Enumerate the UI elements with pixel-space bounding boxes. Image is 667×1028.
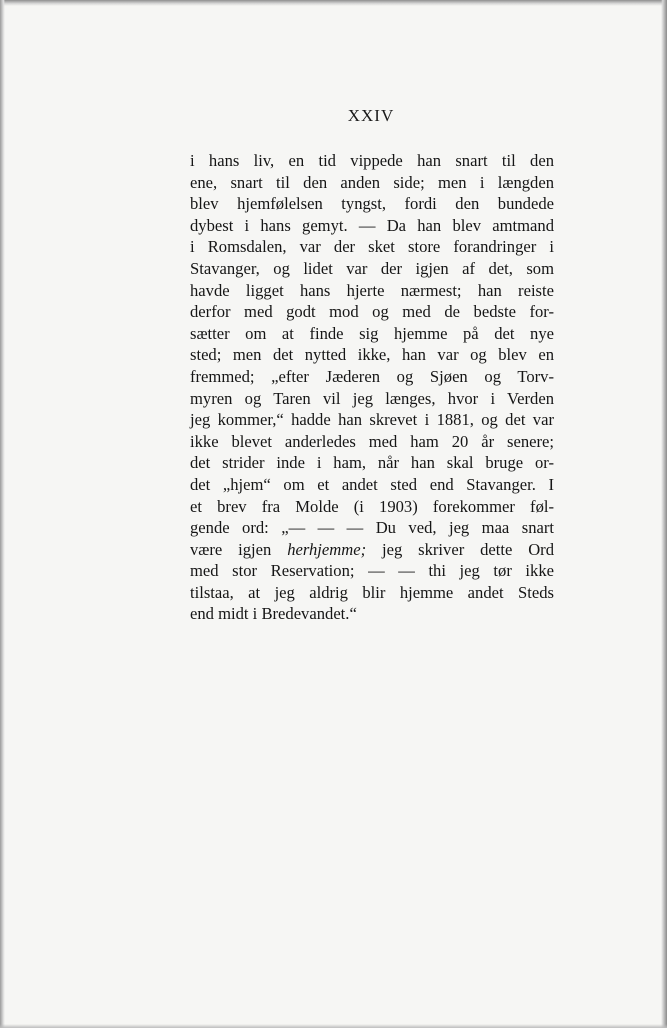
- text-line: tilstaa, at jeg aldrig blir hjemme andet Steds: [190, 582, 554, 602]
- text-line: med stor Reservation; — — thi jeg tør ikke: [190, 561, 554, 581]
- text-line: gende ord: „— — — Du ved, jeg maa snart: [190, 518, 554, 538]
- text-line: i hans liv, en tid vippede han snart til den: [190, 151, 554, 170]
- text-line: myren og Taren vil jeg længes, hvor i Verden: [190, 388, 554, 408]
- page-edge-right: [661, 0, 667, 1028]
- text-segment: være igjen: [190, 539, 272, 559]
- text-segment: jeg skriver dette Ord: [382, 539, 555, 559]
- body-text: [190, 150, 554, 625]
- page-edge-bottom: [0, 1024, 667, 1028]
- text-line: ikke blevet anderledes med ham 20 år senere;: [190, 431, 554, 451]
- page-edge-top: [0, 0, 667, 6]
- text-line-last: end midt i Bredevandet.“: [190, 604, 357, 624]
- text-line: havde ligget hans hjerte nærmest; han reiste: [190, 280, 554, 300]
- text-line: sætter om at finde sig hjemme på det nye: [190, 323, 554, 343]
- text-line: sted; men det nytted ikke, han var og blev en: [190, 345, 554, 365]
- text-line: det „hjem“ om et andet sted end Stavanger. I: [190, 474, 554, 494]
- text-line-with-emphasis: [190, 539, 554, 561]
- page-edge-left: [0, 0, 5, 1028]
- text-line: fremmed; „efter Jæderen og Sjøen og Torv-: [190, 366, 554, 386]
- text-line: jeg kommer,“ hadde han skrevet i 1881, og det var: [190, 410, 554, 430]
- text-line: et brev fra Molde (i 1903) forekommer føl-: [190, 496, 554, 516]
- text-line: derfor med godt mod og med de bedste for-: [190, 302, 554, 322]
- text-line: det strider inde i ham, når han skal bruge or-: [190, 453, 554, 473]
- page-number: XXIV: [347, 106, 395, 125]
- text-line: Stavanger, og lidet var der igjen af det, som: [190, 258, 554, 278]
- text-line: i Romsdalen, var der sket store forandringer i: [190, 237, 554, 257]
- text-line: ene, snart til den anden side; men i længden: [190, 172, 554, 192]
- text-line: dybest i hans gemyt. — Da han blev amtmand: [190, 215, 554, 235]
- emphasized-word: herhjemme;: [287, 539, 367, 559]
- text-line: blev hjemfølelsen tyngst, fordi den bundede: [190, 194, 554, 214]
